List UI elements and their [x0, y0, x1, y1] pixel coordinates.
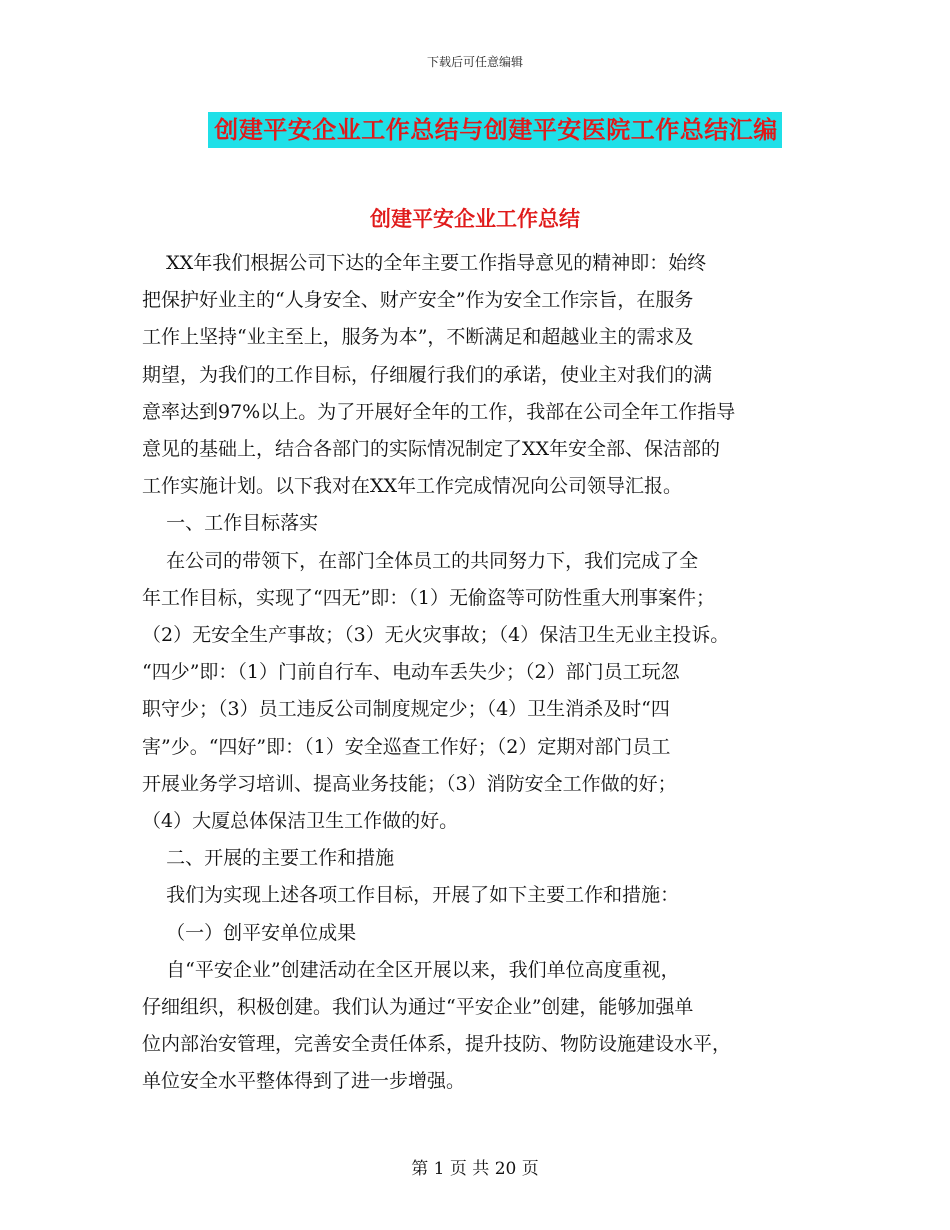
body-line: “四少”即：（1）门前自行车、电动车丢失少；（2）部门员工玩忽 — [142, 661, 680, 684]
page-header-note: 下载后可任意编辑 — [426, 55, 523, 69]
document-title: 创建平安企业工作总结与创建平安医院工作总结汇编 — [208, 112, 782, 148]
heading-line: 二、开展的主要工作和措施 — [142, 847, 395, 870]
body-line: XX年我们根据公司下达的全年主要工作指导意见的精神即：始终 — [142, 252, 707, 274]
body-line: 意见的基础上，结合各部门的实际情况制定了XX年安全部、保洁部的 — [142, 438, 721, 461]
heading-line: 一、工作目标落实 — [142, 512, 319, 535]
section-title: 创建平安企业工作总结 — [370, 207, 580, 231]
page-number-footer: 第 1 页 共 20 页 — [411, 1159, 539, 1179]
body-line: 工作实施计划。以下我对在XX年工作完成情况向公司领导汇报。 — [142, 475, 683, 498]
body-line: 职守少；（3）员工违反公司制度规定少；（4）卫生消杀及时“四 — [142, 698, 670, 721]
heading-line: （一）创平安单位成果 — [142, 921, 357, 944]
body-line: 仔细组织，积极创建。我们认为通过“平安企业”创建，能够加强单 — [142, 996, 694, 1019]
body-line: 期望，为我们的工作目标，仔细履行我们的承诺，使业主对我们的满 — [142, 363, 713, 386]
body-line: 单位安全水平整体得到了进一步增强。 — [142, 1070, 466, 1093]
body-line: 在公司的带领下，在部门全体员工的共同努力下，我们完成了全 — [142, 549, 699, 572]
body-line: 工作上坚持“业主至上，服务为本”，不断满足和超越业主的需求及 — [142, 326, 694, 349]
body-line: 年工作目标，实现了“四无”即：（1）无偷盗等可防性重大刑事案件； — [142, 586, 716, 609]
body-line: 把保护好业主的“人身安全、财产安全”作为安全工作宗旨，在服务 — [142, 289, 694, 312]
body-line: （2）无安全生产事故；（3）无火灾事故；（4）保洁卫生无业主投诉。 — [142, 624, 730, 647]
body-line: 位内部治安管理，完善安全责任体系，提升技防、物防设施建设水平， — [142, 1033, 732, 1056]
body-line: 我们为实现上述各项工作目标，开展了如下主要工作和措施： — [142, 884, 680, 907]
body-line: （4）大厦总体保洁卫生工作做的好。 — [142, 810, 459, 833]
body-line: 开展业务学习培训、提高业务技能；（3）消防安全工作做的好； — [142, 772, 677, 795]
body-line: 害”少。“四好”即：（1）安全巡查工作好；（2）定期对部门员工 — [142, 735, 671, 758]
body-line: 自“平安企业”创建活动在全区开展以来，我们单位高度重视， — [142, 958, 680, 981]
body-line: 意率达到97%以上。为了开展好全年的工作，我部在公司全年工作指导 — [142, 400, 736, 423]
document-body — [142, 245, 812, 1101]
document-title-container — [0, 112, 950, 148]
